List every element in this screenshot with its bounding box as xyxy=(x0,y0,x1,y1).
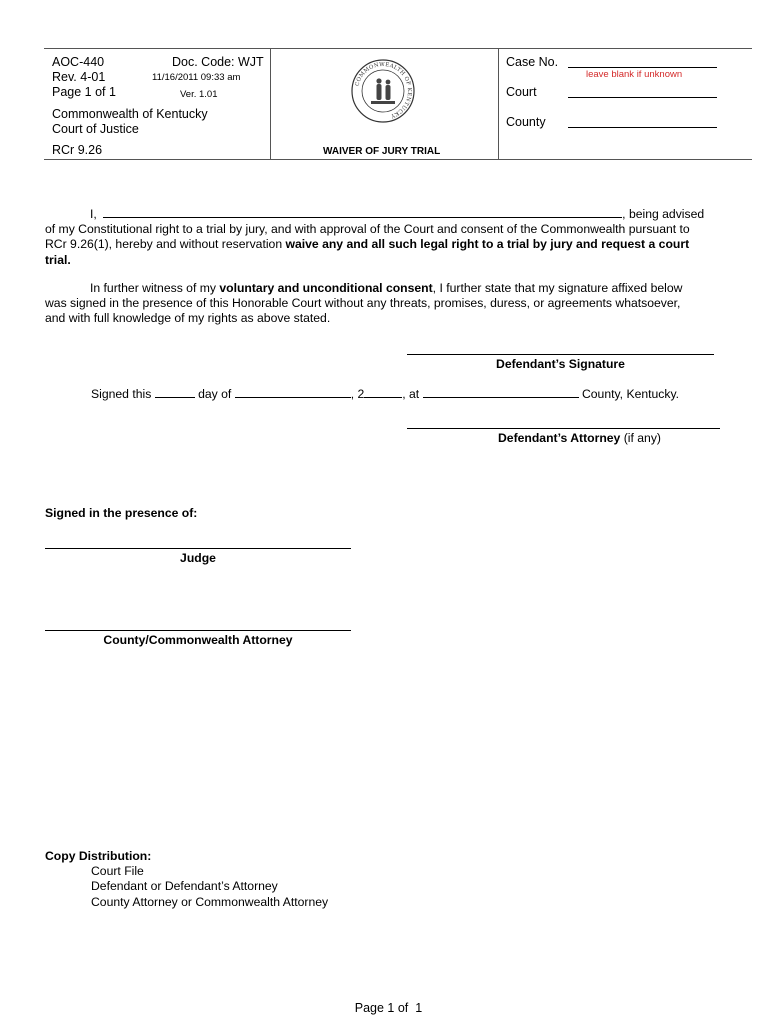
svg-text:COMMONWEALTH OF KENTUCKY: COMMONWEALTH OF KENTUCKY xyxy=(354,61,413,119)
form-page-count: Page 1 of 1 xyxy=(52,85,116,99)
case-no-label: Case No. xyxy=(506,55,559,69)
county-label: County xyxy=(506,115,546,129)
year-field[interactable] xyxy=(364,386,402,398)
form-title: WAIVER OF JURY TRIAL xyxy=(323,146,441,157)
consent-paragraph: In further witness of my voluntary and unconditional consent, I further state that my signature affixed below was signed in the presence of this Honorable Court without any threats, promises, duress, or agreements whatsoever, and with full knowledge of my rights as above stated. xyxy=(45,281,715,327)
signing-county-field[interactable] xyxy=(423,386,579,398)
distribution-item: Court File xyxy=(91,864,144,879)
day-field[interactable] xyxy=(155,386,195,398)
doc-code: Doc. Code: WJT xyxy=(172,55,264,69)
p1-after-blank: , being advised xyxy=(622,207,705,221)
commonwealth-label: Commonwealth of Kentucky xyxy=(52,107,208,121)
court-of-justice-label: Court of Justice xyxy=(52,122,139,136)
rule-reference: RCr 9.26 xyxy=(52,143,103,157)
copy-distribution xyxy=(45,849,328,910)
copy-distribution-title: Copy Distribution: xyxy=(45,849,152,863)
defendant-signature-line[interactable] xyxy=(407,354,714,355)
header-divider-left xyxy=(270,49,271,159)
month-field[interactable] xyxy=(235,386,351,398)
p1-line4-bold: trial. xyxy=(45,252,71,267)
distribution-item: Defendant or Defendant’s Attorney xyxy=(91,879,278,894)
attorney-signature-line[interactable] xyxy=(45,630,351,631)
defendant-name-field[interactable] xyxy=(103,206,622,218)
header-divider-right xyxy=(498,49,499,159)
court-label: Court xyxy=(506,85,537,99)
p2-line2: was signed in the presence of this Honorable Court without any threats, promises, duress, or agreements whatsoever, xyxy=(45,296,681,311)
court-field[interactable] xyxy=(568,97,717,98)
signed-presence-label: Signed in the presence of: xyxy=(45,506,198,520)
form-revision: Rev. 4-01 xyxy=(52,70,106,84)
defendant-signature-label: Defendant’s Signature xyxy=(496,357,625,371)
p1-line3: RCr 9.26(1), hereby and without reservation xyxy=(45,237,286,252)
waiver-paragraph xyxy=(45,206,715,268)
distribution-item: County Attorney or Commonwealth Attorney xyxy=(91,894,329,909)
kentucky-seal xyxy=(351,59,415,123)
form-version: Ver. 1.01 xyxy=(180,89,218,100)
signed-this-line: Signed this day of , 2 , at County, Kentucky. xyxy=(91,387,680,401)
case-no-hint: leave blank if unknown xyxy=(586,69,683,80)
judge-signature-line[interactable] xyxy=(45,548,351,549)
judge-label: Judge xyxy=(180,551,216,565)
county-field[interactable] xyxy=(568,127,717,128)
case-no-field[interactable] xyxy=(568,67,717,68)
county-commonwealth-attorney-label: County/Commonwealth Attorney xyxy=(103,633,293,647)
p2-line3: and with full knowledge of my rights as above stated. xyxy=(45,311,331,326)
p1-start: I, xyxy=(90,207,97,221)
defendant-attorney-line[interactable] xyxy=(407,428,720,429)
p1-line3-bold: waive any and all such legal right to a trial by jury and request a court xyxy=(285,237,690,252)
defendant-attorney-label: Defendant’s Attorney (if any) xyxy=(498,431,661,445)
page-number: Page 1 of 1 xyxy=(354,1001,423,1015)
p2-bold: voluntary and unconditional consent xyxy=(219,281,433,295)
p1-line2: of my Constitutional right to a trial by jury, and with approval of the Court and consent of the Commonwealth pursuant to xyxy=(45,222,690,237)
form-date-time: 11/16/2011 09:33 am xyxy=(152,72,241,83)
form-id: AOC-440 xyxy=(52,55,105,69)
